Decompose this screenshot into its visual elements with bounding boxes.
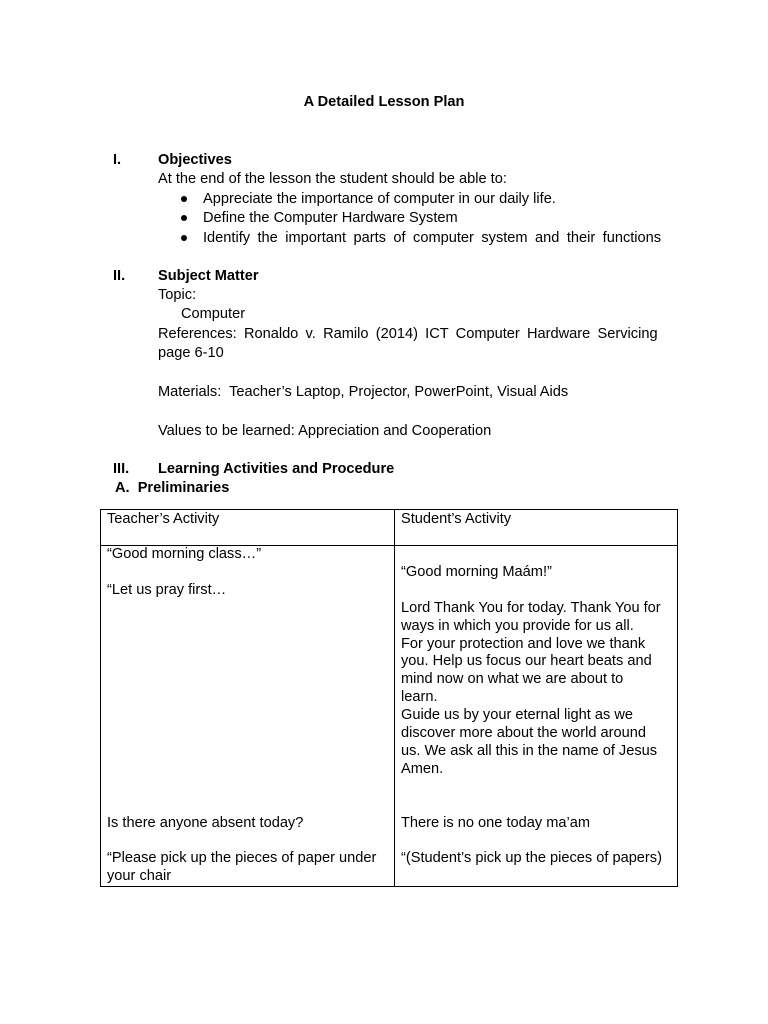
activities-table bbox=[100, 509, 678, 887]
student-prayer-line: For your protection and love we thank bbox=[401, 635, 646, 652]
student-greeting: “Good morning Maám!” bbox=[401, 563, 552, 580]
teacher-paper-line-2: your chair bbox=[107, 868, 172, 885]
bullet-icon bbox=[181, 215, 187, 221]
preliminaries-heading: A. Preliminaries bbox=[115, 480, 230, 496]
subject-matter-heading: Subject Matter bbox=[158, 268, 259, 284]
teacher-paper-line-1: “Please pick up the pieces of paper under bbox=[107, 850, 377, 867]
objective-item-2: Define the Computer Hardware System bbox=[203, 210, 458, 226]
topic-label: Topic: bbox=[158, 287, 197, 303]
student-absent-answer: There is no one today ma’am bbox=[401, 814, 591, 831]
section-numeral-objectives: I. bbox=[113, 152, 122, 168]
teacher-activity-header: Teacher’s Activity bbox=[101, 510, 395, 546]
objectives-intro: At the end of the lesson the student should be able to: bbox=[158, 171, 507, 187]
teacher-activity-cell bbox=[101, 546, 395, 887]
table-row bbox=[101, 546, 678, 887]
topic-value: Computer bbox=[181, 306, 246, 322]
student-prayer-line: Guide us by your eternal light as we bbox=[401, 707, 634, 724]
activities-heading: Learning Activities and Procedure bbox=[158, 461, 395, 477]
bullet-icon bbox=[181, 196, 187, 202]
teacher-absent-question: Is there anyone absent today? bbox=[107, 814, 304, 831]
student-prayer-line: mind now on what we are about to bbox=[401, 671, 624, 688]
materials-line: Materials: Teacher’s Laptop, Projector, PowerPoint, Visual Aids bbox=[158, 384, 569, 400]
references-line-2: page 6-10 bbox=[158, 345, 224, 361]
teacher-greeting: “Good morning class…” bbox=[107, 546, 262, 562]
student-activity-cell bbox=[395, 546, 678, 887]
student-prayer-line: you. Help us focus our heart beats and bbox=[401, 653, 652, 670]
objective-item-3: Identify the important parts of computer system and their functions bbox=[203, 230, 662, 246]
student-prayer-line: Amen. bbox=[401, 760, 444, 777]
student-activity-header: Student’s Activity bbox=[395, 510, 678, 546]
section-numeral-activities: III. bbox=[113, 461, 130, 477]
student-prayer-line: discover more about the world around bbox=[401, 725, 646, 742]
student-prayer-line: learn. bbox=[401, 689, 438, 706]
student-paper-action: “(Student’s pick up the pieces of papers) bbox=[401, 850, 662, 867]
bullet-icon bbox=[181, 235, 187, 241]
page-title: A Detailed Lesson Plan bbox=[303, 94, 465, 110]
student-prayer-line: us. We ask all this in the name of Jesus bbox=[401, 742, 658, 759]
student-prayer-line: ways in which you provide for us all. bbox=[401, 617, 634, 634]
teacher-pray: “Let us pray first… bbox=[107, 581, 227, 598]
objectives-heading: Objectives bbox=[158, 152, 232, 168]
section-numeral-subject: II. bbox=[113, 268, 126, 284]
table-header-row bbox=[101, 510, 678, 546]
references-line-1: References: Ronaldo v. Ramilo (2014) ICT Computer Hardware Servicing bbox=[158, 326, 658, 342]
values-line: Values to be learned: Appreciation and Cooperation bbox=[158, 423, 492, 439]
student-prayer-line: Lord Thank You for today. Thank You for bbox=[401, 599, 661, 616]
objective-item-1: Appreciate the importance of computer in our daily life. bbox=[203, 191, 556, 207]
